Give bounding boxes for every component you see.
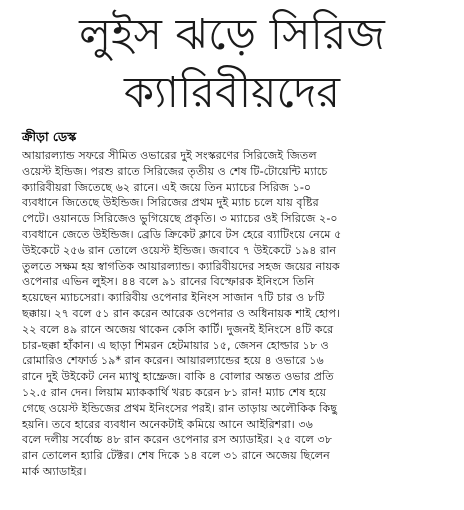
article-line: ব্যবধানে জেতে উইন্ডিজ। ব্রেডি ক্রিকেট ক্লাবে টস হেরে ব্যাটিংয়ে নেমে ৫ bbox=[22, 227, 342, 241]
article-line: ছক্কায়। ২৭ বলে ৫১ রান করেন আরেক ওপেনার ও অধিনায়ক শাই হোপ। bbox=[22, 306, 340, 320]
article-line: রোমারিও শেফার্ড ১৯* রান করেন। আয়ারল্যান্ডের হয়ে ৪ ওভারে ১৬ bbox=[22, 354, 324, 368]
article-line: মার্ক অ্যাডাইর। bbox=[22, 464, 87, 478]
article-line: ক্যারিবীয়রা জিতেছে ৬২ রানে। এই জয়ে তিন ম্যাচের সিরিজ ১-০ bbox=[22, 180, 312, 194]
headline bbox=[0, 6, 464, 122]
article-line: পেটে। ওয়ানডে সিরিজেও ভুগিয়েছে প্রকৃতি। ৩ ম্যাচের ওই সিরিজে ২-০ bbox=[22, 212, 338, 226]
byline: ক্রীড়া ডেস্ক bbox=[22, 129, 77, 144]
article-line: বলে দলীয় সর্বোচ্চ ৪৮ রান করেন ওপেনার রস অ্যাডাইর। ২৫ বলে ৩৮ bbox=[22, 433, 332, 447]
article-line: হয়নি। তবে হারের ব্যবধান অনেকটাই কমিয়ে আনে আইরিশরা। ৩৬ bbox=[22, 417, 313, 431]
article-line: রানে দুই উইকেট নেন ম্যাথু হাম্ফ্রেজ। বাকি ৪ বোলার অন্তত ওভার প্রতি bbox=[22, 370, 334, 384]
article-line: রান তোলেন হ্যারি টেক্টর। শেষ দিকে ১৪ বলে ৩১ রানে অজেয় ছিলেন bbox=[22, 449, 330, 463]
article-line: উইকেটে ২৫৬ রান তোলে ওয়েস্ট ইন্ডিজ। জবাবে ৭ উইকেটে ১৯৪ রান bbox=[22, 243, 337, 257]
article-line: ২২ বলে ৪৯ রানে অজেয় থাকেন কেসি কার্টি। দুজনই ইনিংসে ৪টি করে bbox=[22, 322, 334, 336]
article-line: তুলতে সক্ষম হয় স্বাগতিক আয়ারল্যান্ড। ক্যারিবীয়দের সহজ জয়ের নায়ক bbox=[22, 259, 340, 273]
article-line: ১২.৫ রান দেন। লিয়াম ম্যাককার্থি খরচ করেন ৮১ রান! ম্যাচ শেষ হয়ে bbox=[22, 385, 327, 399]
headline-line-1: লুইস ঝড়ে সিরিজ bbox=[79, 10, 385, 60]
article-line: ওয়েস্ট ইন্ডিজ। পরশু রাতে সিরিজের তৃতীয় ও শেষ টি-টোয়েন্টি ম্যাচে bbox=[22, 164, 328, 178]
article-line: চার-ছক্কা হাঁকান। এ ছাড়া শিমরন হেটমায়ার ১৫, জেসন হোল্ডার ১৮ ও bbox=[22, 338, 329, 352]
article-line: হয়েছেন ম্যাচসেরা। ক্যারিবীয় ওপেনার ইনিংস সাজান ৭টি চার ও ৮টি bbox=[22, 291, 325, 305]
article-body bbox=[22, 148, 448, 480]
headline-line-2: ক্যারিবীয়দের bbox=[123, 68, 341, 118]
article-line: ওপেনার এভিন লুইস। ৪৪ বলে ৯১ রানের বিস্ফোরক ইনিংসে তিনি bbox=[22, 275, 315, 289]
article-line: ব্যবধানে জিতেছে উইন্ডিজ। সিরিজের প্রথম দুই ম্যাচ চলে যায় বৃষ্টির bbox=[22, 196, 319, 210]
article-line: গেছে ওয়েস্ট ইন্ডিজের প্রথম ইনিংসের পরই। রান তাড়ায় অলৌকিক কিছু bbox=[22, 401, 338, 415]
article-line: আয়ারল্যান্ড সফরে সীমিত ওভারের দুই সংস্করণের সিরিজেই জিতল bbox=[22, 149, 317, 162]
